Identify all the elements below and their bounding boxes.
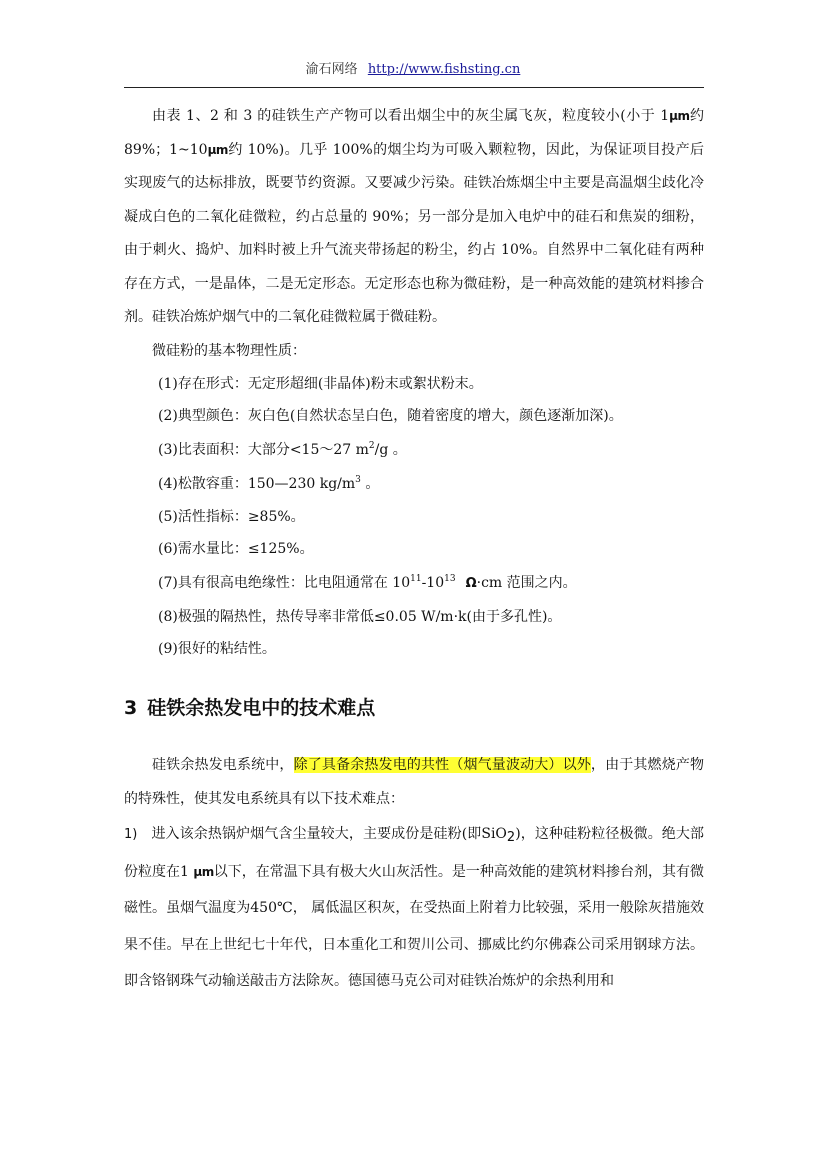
property-item bbox=[158, 433, 704, 467]
item-number: 1) bbox=[124, 827, 138, 843]
intro-paragraph bbox=[124, 100, 704, 335]
superscript: 3 bbox=[355, 474, 361, 485]
section-text-b: ，由于其燃烧产物的特殊性，使其发电系统具有以下技术难点： bbox=[124, 757, 705, 807]
micron-unit: μm bbox=[207, 142, 228, 157]
subscript: 2 bbox=[506, 830, 516, 846]
micron-unit: μm bbox=[669, 109, 690, 123]
superscript: 2 bbox=[368, 440, 375, 451]
header-divider bbox=[124, 87, 704, 88]
property-item: (5)活性指标：≥85%。 bbox=[158, 508, 305, 525]
property-text: (4)松散容重：150—230 kg/m bbox=[158, 475, 356, 492]
item-text-b: )，这种硅粉粒径极微。绝大部份粒度在1 bbox=[124, 826, 704, 880]
section-text-a: 硅铁余热发电系统中， bbox=[152, 757, 294, 774]
section-paragraph bbox=[124, 749, 704, 816]
property-text: /g 。 bbox=[374, 441, 407, 458]
properties-intro: 微硅粉的基本物理性质： bbox=[152, 342, 306, 359]
highlighted-text: 除了具备余热发电的共性（烟气量波动大）以外 bbox=[293, 757, 591, 774]
property-text: (7)具有很高电绝缘性：比电阻通常在 10 bbox=[158, 574, 411, 591]
section-heading bbox=[124, 693, 704, 723]
section-number: 3 bbox=[124, 697, 138, 720]
site-url-link[interactable]: http://www.fishsting.cn bbox=[367, 62, 521, 77]
ohm-symbol: Ω bbox=[465, 575, 477, 591]
site-name: 渝石网络 bbox=[305, 62, 358, 77]
document-body bbox=[124, 100, 704, 1000]
micron-unit: μm bbox=[193, 864, 214, 879]
intro-text-b: 约 89%；1~10 bbox=[124, 108, 705, 158]
property-text: (3)比表面积：大部分<15～27 m bbox=[158, 441, 369, 458]
difficulty-list bbox=[124, 816, 704, 1000]
item-text-a: 进入该余热锅炉烟气含尘量较大，主要成份是硅粉(即SiO bbox=[151, 826, 507, 843]
intro-text-c: 约 10%)。几乎 100%的烟尘均为可吸入颗粒物，因此，为保证项目投产后实现废气的达标排放，既要节约资源。又要减少污染。硅铁冶炼烟尘中主要是高温烟尘歧化冷凝成白色的二氧化硅微粒，约占总量的 90%；另一部分是加入电炉中的硅石和焦炭的细粉，由于刺火、捣炉、加料时被上升气流夹带扬起的粉尘，约占 10%。自然界中二氧化硅有两种存在方式，一是晶体，二是无定形态。无定形态也称为微硅粉，是一种高效能的建筑材料掺合剂。硅铁冶炼炉烟气中的二氧化硅微粒属于微硅粉。 bbox=[124, 141, 704, 325]
item-text-c: 以下，在常温下具有极大火山灰活性。是一种高效能的建筑材料掺台剂，其有微磁性。虽烟气温度为450℃， 属低温区积灰，在受热面上附着力比较强，采用一般除灰措施效果不佳。早在上世纪七十年代，日本重化工和贺川公司、挪威比约尔佛森公司采用钢球方法。即含铬钢珠气动输送敲击方法除灰。德国德马克公司对硅铁冶炼炉的余热利用和 bbox=[124, 863, 705, 990]
property-item bbox=[158, 467, 704, 501]
section-title: 硅铁余热发电中的技术难点 bbox=[147, 697, 376, 720]
property-item bbox=[158, 566, 704, 601]
intro-text-a: 由表 1、2 和 3 的硅铁生产产物可以看出烟尘中的灰尘属飞灰，粒度较小(小于 1 bbox=[152, 108, 670, 124]
property-item: (1)存在形式：无定形超细(非晶体)粉末或絮状粉末。 bbox=[158, 376, 483, 392]
properties-list bbox=[124, 368, 704, 665]
difficulty-item bbox=[124, 816, 704, 1000]
superscript: 11 bbox=[410, 573, 422, 584]
superscript: 13 bbox=[444, 573, 456, 584]
property-text: ·cm 范围之内。 bbox=[476, 574, 577, 591]
page-header bbox=[0, 58, 826, 77]
property-item: (2)典型颜色：灰白色(自然状态呈白色，随着密度的增大，颜色逐渐加深)。 bbox=[158, 408, 623, 425]
property-item: (8)极强的隔热性，热传导率非常低≤0.05 W/m·k(由于多孔性)。 bbox=[158, 608, 562, 625]
property-item: (6)需水量比：≤125%。 bbox=[158, 541, 314, 558]
property-text: 。 bbox=[360, 475, 380, 492]
property-item: (9)很好的粘结性。 bbox=[158, 641, 276, 658]
property-text: -10 bbox=[421, 574, 445, 591]
